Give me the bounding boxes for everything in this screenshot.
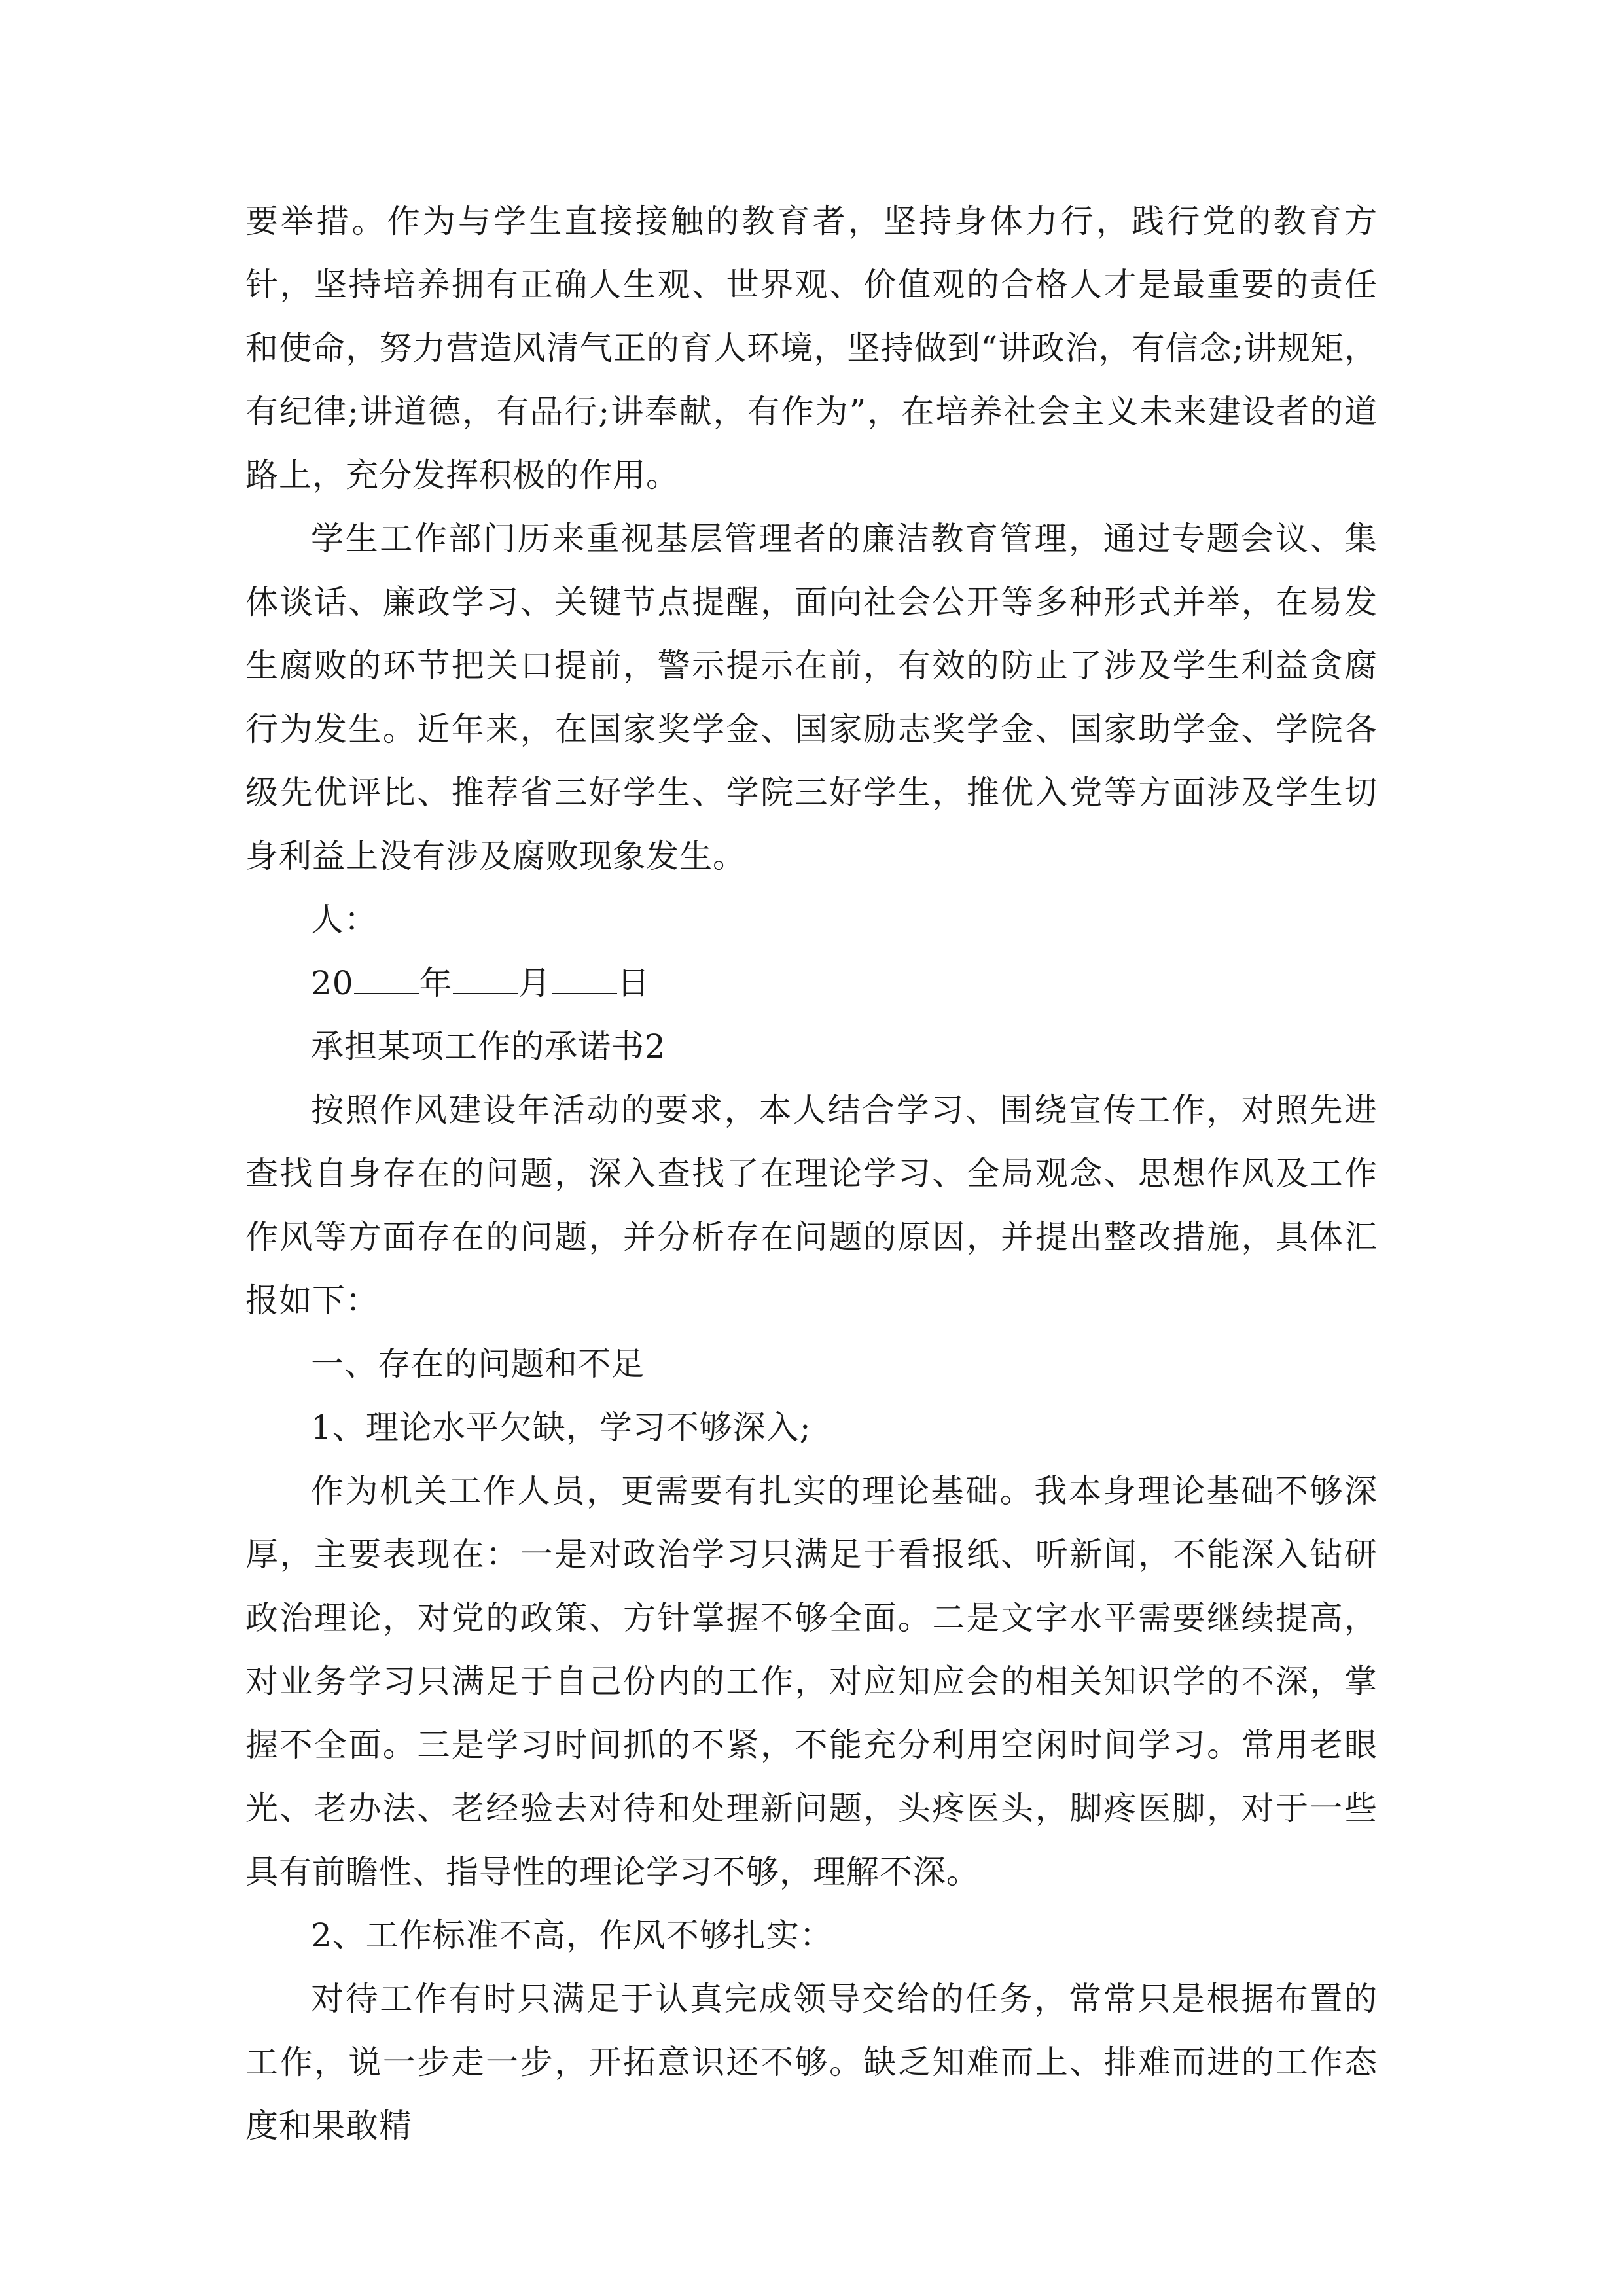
date-line (245, 952, 1378, 1015)
month-blank (453, 960, 518, 994)
item-1-heading: 1、理论水平欠缺，学习不够深入; (311, 1408, 812, 1446)
paragraph-continuation: 要举措。作为与学生直接接触的教育者，坚持身体力行，践行党的教育方针，坚持培养拥有正确人生观、世界观、价值观的合格人才是最重要的责任和使命，努力营造风清气正的育人环境，坚持做到“讲政治，有信念;讲规矩，有纪律;讲道德，有品行;讲奉献，有作为”，在培养社会主义未来建设者的道路上，充分发挥积极的作用。 (245, 202, 1378, 494)
month-label: 月 (518, 964, 552, 1002)
year-blank (354, 960, 419, 994)
year-label: 年 (419, 964, 453, 1002)
section-title: 承担某项工作的承诺书2 (311, 1028, 666, 1066)
paragraph-student-work: 学生工作部门历来重视基层管理者的廉洁教育管理，通过专题会议、集体谈话、廉政学习、关键节点提醒，面向社会公开等多种形式并举，在易发生腐败的环节把关口提前，警示提示在前，有效的防止了涉及学生利益贪腐行为发生。近年来，在国家奖学金、国家励志奖学金、国家助学金、学院各级先优评比、推荐省三好学生、学院三好学生，推优入党等方面涉及学生切身利益上没有涉及腐败现象发生。 (245, 520, 1378, 875)
document-page (245, 190, 1378, 2158)
signature-label: 人： (311, 901, 378, 939)
date-prefix: 20 (311, 964, 354, 1002)
body-paragraph: 按照作风建设年活动的要求，本人结合学习、围绕宣传工作，对照先进查找自身存在的问题，深入查找了在理论学习、全局观念、思想作风及工作作风等方面存在的问题，并分析存在问题的原因，并提出整改措施，具体汇报如下： (245, 1091, 1378, 1319)
day-label: 日 (616, 964, 651, 1002)
item-2-body: 对待工作有时只满足于认真完成领导交给的任务，常常只是根据布置的工作，说一步走一步，开拓意识还不够。缺乏知难而上、排难而进的工作态度和果敢精 (245, 1980, 1378, 2145)
heading-problems: 一、存在的问题和不足 (311, 1345, 645, 1383)
day-blank (552, 960, 617, 994)
item-2-heading: 2、工作标准不高，作风不够扎实： (311, 1916, 833, 1954)
item-1-body: 作为机关工作人员，更需要有扎实的理论基础。我本身理论基础不够深厚，主要表现在：一是对政治学习只满足于看报纸、听新闻，不能深入钻研政治理论，对党的政策、方针掌握不够全面。二是文字水平需要继续提高，对业务学习只满足于自己份内的工作，对应知应会的相关知识学的不深，掌握不全面。三是学习时间抓的不紧，不能充分利用空闲时间学习。常用老眼光、老办法、老经验去对待和处理新问题，头疼医头，脚疼医脚，对于一些具有前瞻性、指导性的理论学习不够，理解不深。 (245, 1472, 1378, 1891)
